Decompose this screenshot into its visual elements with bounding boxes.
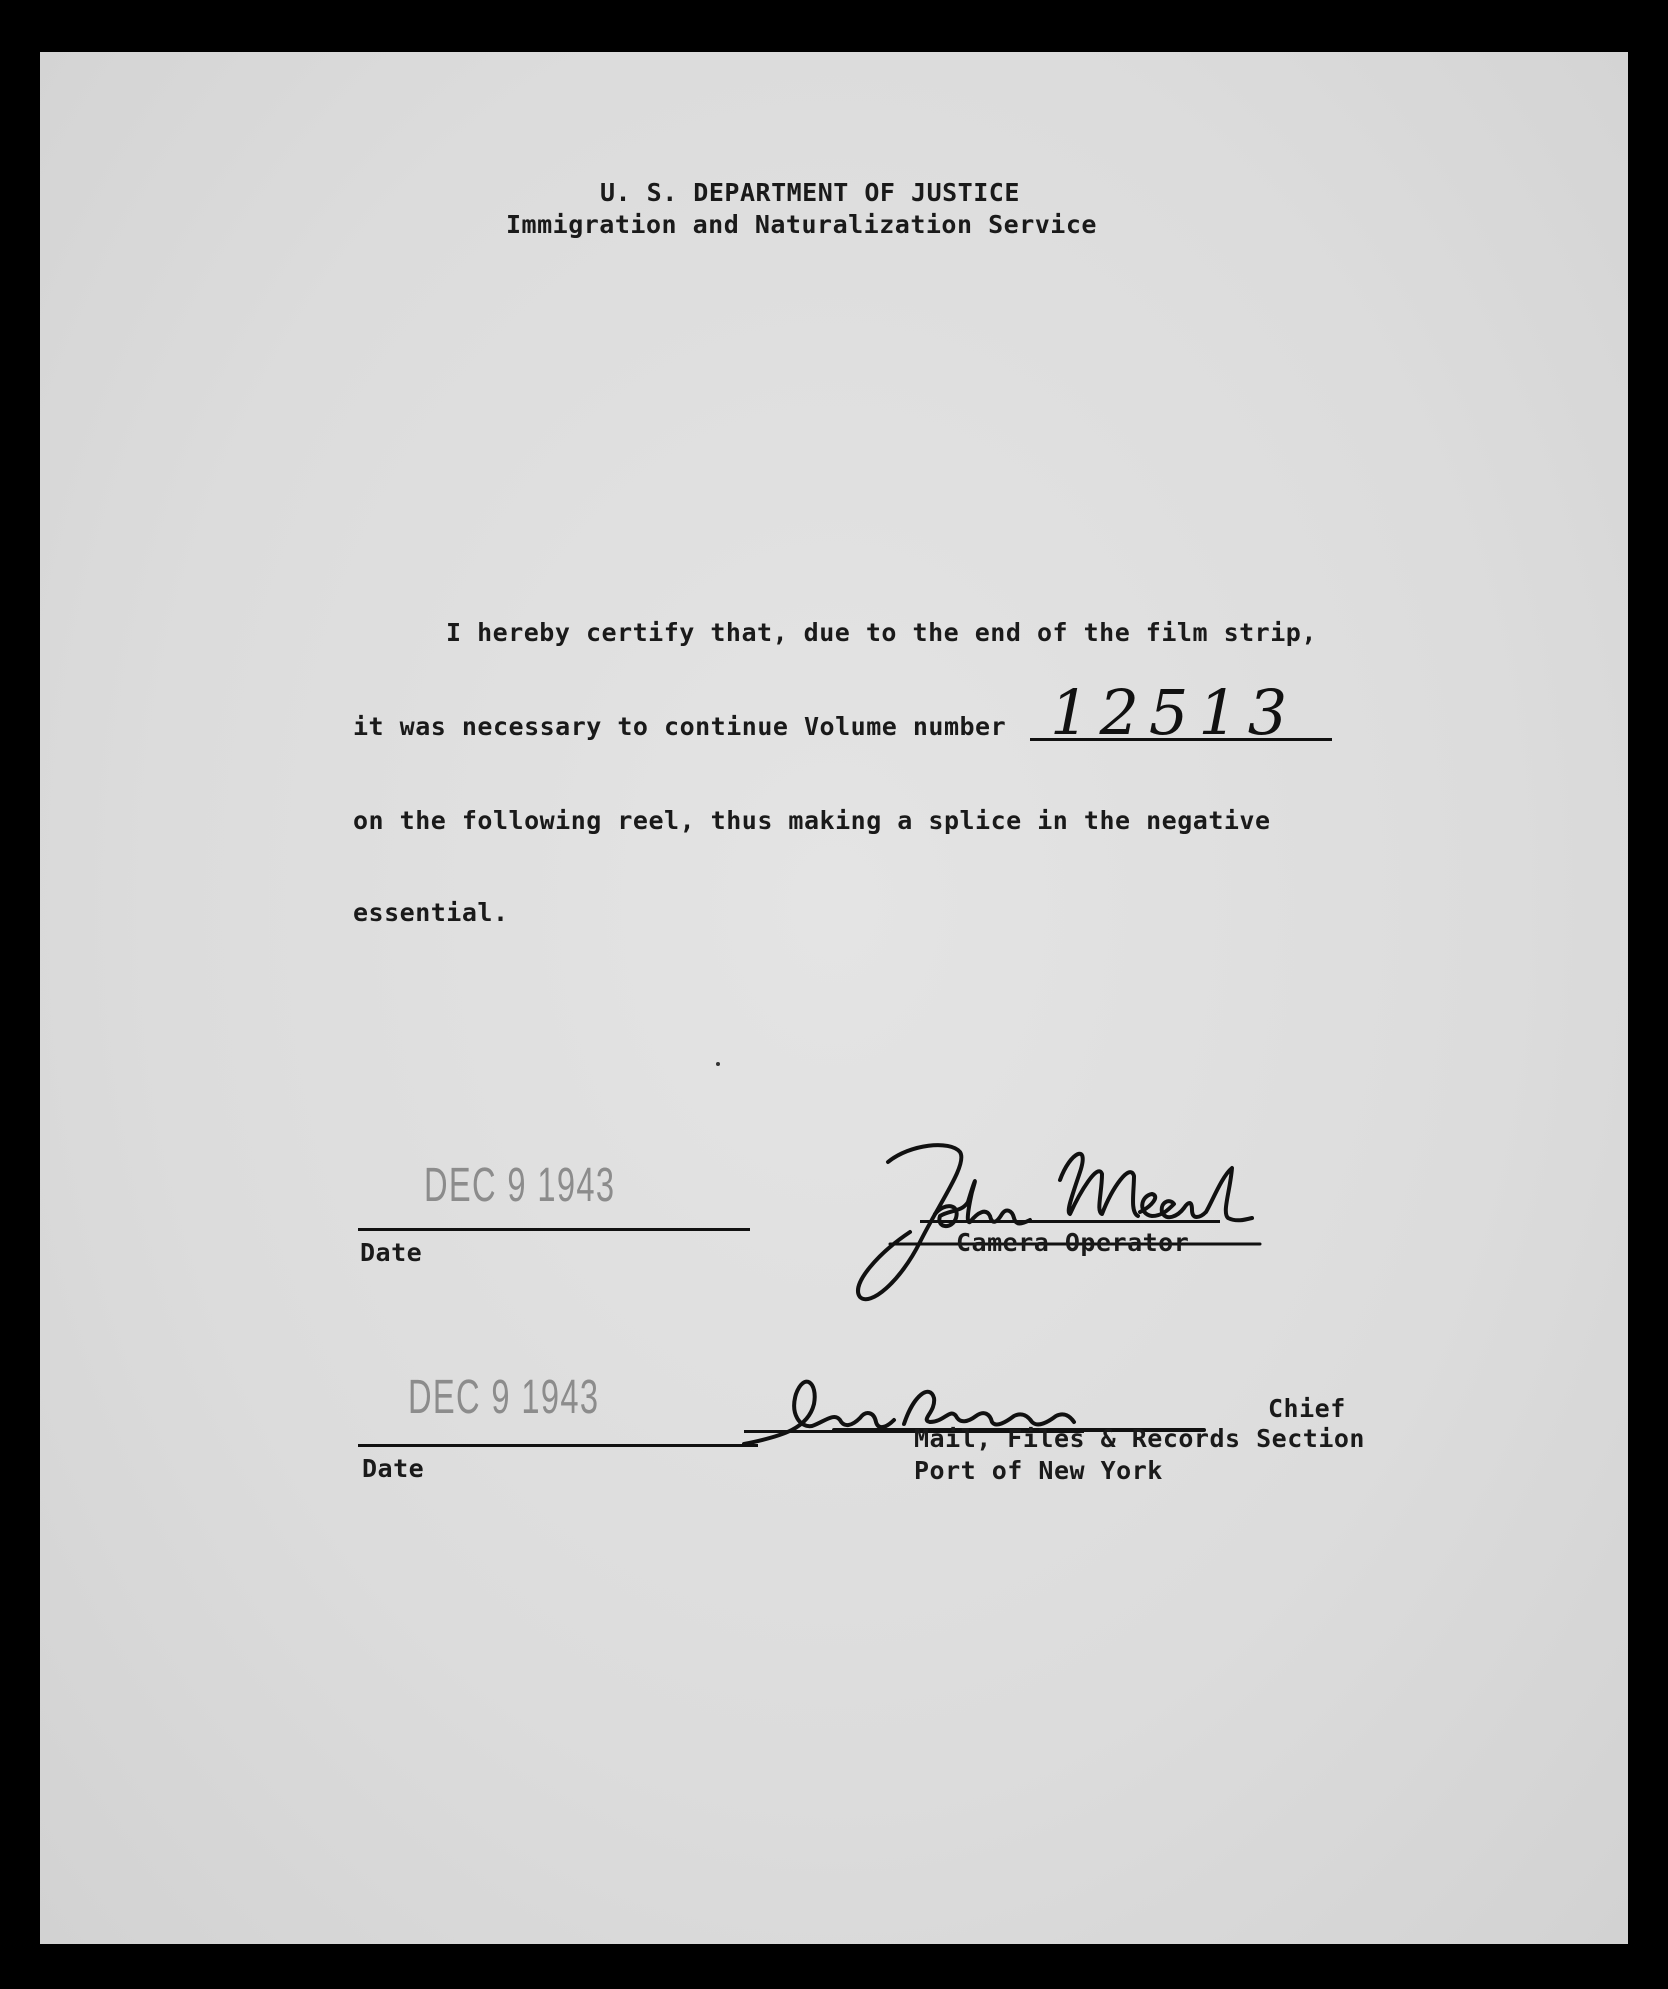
chief-section-title: Mail, Files & Records Section xyxy=(914,1424,1365,1453)
chief-date-line xyxy=(358,1444,758,1447)
chief-port-title: Port of New York xyxy=(914,1456,1163,1485)
document-page xyxy=(40,52,1628,1944)
certification-line-4: essential. xyxy=(353,898,509,927)
certification-line-3: on the following reel, thus making a splice in the negative xyxy=(353,806,1271,835)
camera-operator-signature-line xyxy=(920,1220,1220,1223)
chief-date-label: Date xyxy=(362,1454,425,1483)
certification-line-2: it was necessary to continue Volume number xyxy=(353,712,1007,741)
volume-number-handwritten: 12513 xyxy=(1050,676,1298,749)
camera-operator-date-label: Date xyxy=(360,1238,423,1267)
chief-title: Chief xyxy=(1268,1394,1346,1423)
camera-operator-date-stamp: DEC 9 1943 xyxy=(424,1159,616,1212)
certification-line-1: I hereby certify that, due to the end of the film strip, xyxy=(446,618,1317,647)
chief-date-stamp: DEC 9 1943 xyxy=(408,1371,600,1424)
camera-operator-date-line xyxy=(358,1228,750,1231)
camera-operator-title: Camera Operator xyxy=(956,1228,1190,1257)
service-heading: Immigration and Naturalization Service xyxy=(506,210,1097,239)
ink-speck xyxy=(716,1062,720,1066)
department-heading: U. S. DEPARTMENT OF JUSTICE xyxy=(600,178,1020,207)
